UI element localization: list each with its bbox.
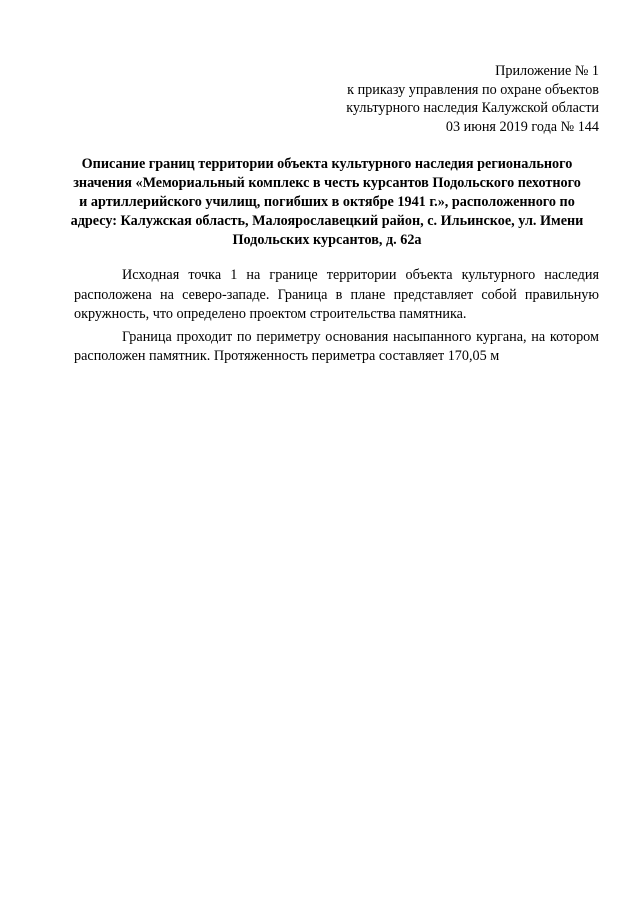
- appendix-order-reference: к приказу управления по охране объектов: [347, 81, 599, 98]
- document-body: [74, 266, 599, 370]
- appendix-date: 03 июня 2019 года № 144: [445, 118, 599, 135]
- appendix-number: Приложение № 1: [495, 63, 599, 79]
- paragraph-starting-point: Исходная точка 1 на границе территории объекта культурного наследия расположена на северо-западе. Граница в плане представляет собой правильную окружность, что определено проектом строительства памятника.: [74, 267, 599, 322]
- document-title: Описание границ территории объекта культурного наследия регионального значения «Мемориальный комплекс в честь курсантов Подольского пехотного и артиллерийского училищ, погибших в октябре 1941 г.», расположенного по адресу: Калужская область, Малоярославецкий район, с. Ильинское, ул. Имени Подольских курсантов, д. 62а: [70, 156, 584, 248]
- paragraph-perimeter: Граница проходит по периметру основания насыпанного кургана, на котором расположен памятник. Протяженность периметра составляет 170,05 м: [74, 328, 599, 364]
- appendix-header: [269, 62, 599, 136]
- appendix-authority: культурного наследия Калужской области: [346, 100, 599, 116]
